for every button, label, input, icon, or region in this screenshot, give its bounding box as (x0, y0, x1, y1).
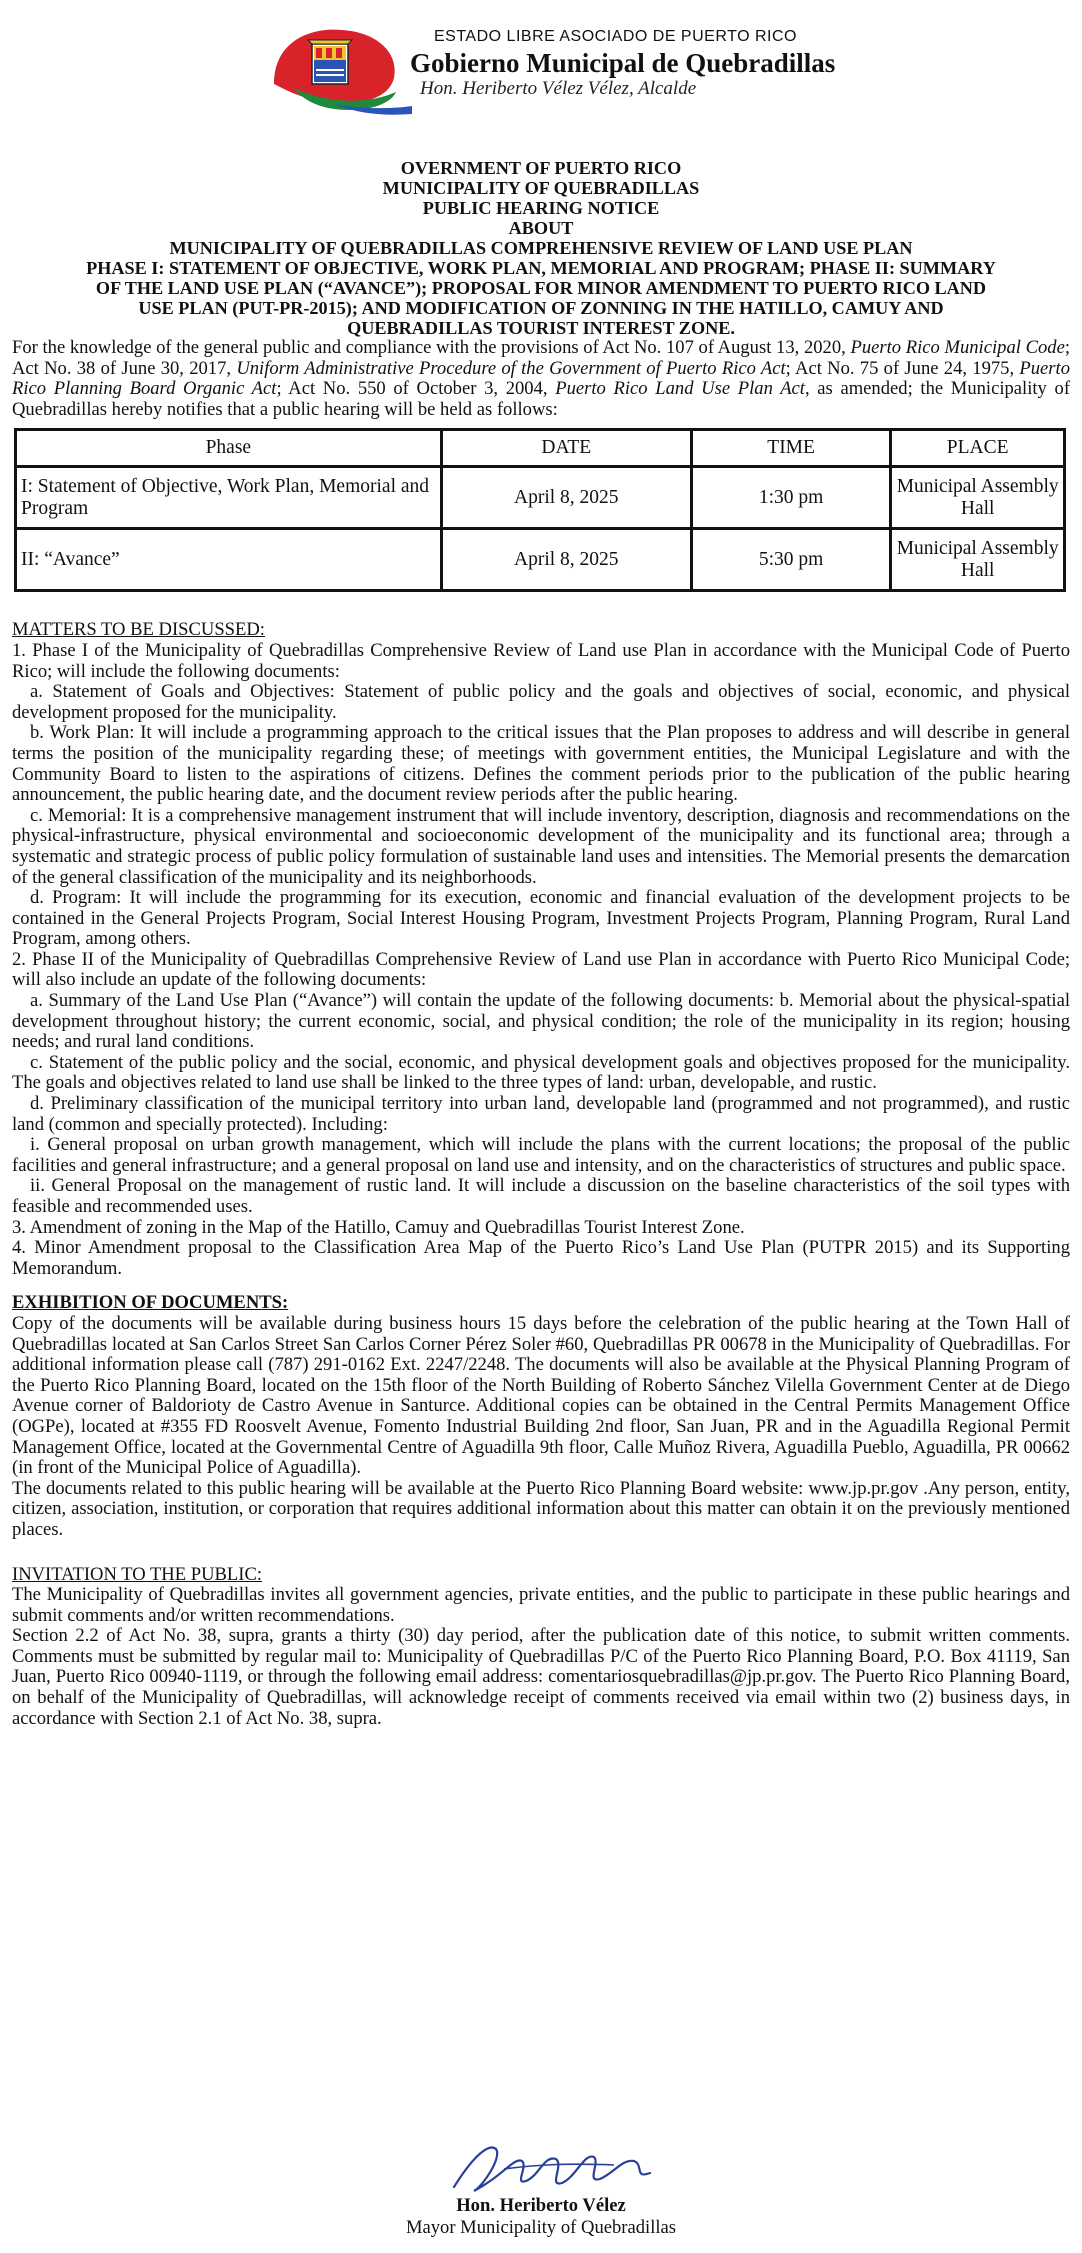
title-line: MUNICIPALITY OF QUEBRADILLAS (382, 178, 700, 198)
signatory-title: Mayor Municipality of Quebradillas (405, 2217, 677, 2238)
invitation-heading: INVITATION TO THE PUBLIC: (12, 1563, 263, 1585)
letterhead (12, 0, 1070, 118)
header-date: DATE (441, 430, 691, 467)
header-place: PLACE (891, 430, 1065, 467)
list-item: b. Work Plan: It will include a programming approach to the critical issues that the Plan proposes to address and will describe in general terms the position of the municipality regarding these; of meetings with government entities, the Municipal Legislature and with the Community Board to listen to the aspirations of citizens. Defines the comment periods prior to the publication of the public hearing announcement, the public hearing date, and the document review periods after the public hearing. (12, 722, 1070, 806)
title-line: MUNICIPALITY OF QUEBRADILLAS COMPREHENSIVE REVIEW OF LAND USE PLAN (169, 238, 913, 258)
list-item: c. Memorial: It is a comprehensive management instrument that will include inventory, description, diagnosis and recommendations on the physical-infrastructure, physical environmental and socioeconomic development of the municipality and its functional area; through a systematic and strategic process of public policy formulation of sustainable land uses and intensities. The Memorial presents the demarcation of the general classification of the municipality and its neighborhoods. (12, 804, 1070, 888)
intro-paragraph: For the knowledge of the general public and compliance with the provisions of Act No. 107 of August 13, 2020, Puerto Rico Municipal Code; Act No. 38 of June 30, 2017, Uniform Administrative Procedure of the Government of Puerto Rico Act; Act No. 75 of June 24, 1975, Puerto Rico Planning Board Organic Act; Act No. 550 of October 3, 2004, Puerto Rico Land Use Plan Act, as amended; the Municipality of Quebradillas hereby notifies that a public hearing will be held as follows: (12, 337, 1071, 420)
handwritten-signature-icon (444, 2135, 664, 2197)
title-line: USE PLAN (PUT-PR-2015); AND MODIFICATION OF ZONNING IN THE HATILLO, CAMUY AND (138, 298, 944, 318)
list-item: d. Preliminary classification of the municipal territory into urban land, developable land (programmed and not programmed), and rustic land (common and specially protected). Including: (12, 1093, 1070, 1135)
mayor-line: Hon. Heriberto Vélez Vélez, Alcalde (420, 78, 697, 99)
signature-block (12, 2135, 1070, 2245)
title-line: OVERNMENT OF PUERTO RICO (400, 158, 682, 178)
exhibition-heading: EXHIBITION OF DOCUMENTS: (12, 1292, 289, 1314)
signatory-name: Hon. Heriberto Vélez (456, 2195, 626, 2216)
letterhead-text (410, 28, 850, 100)
municipal-logo-icon (264, 22, 414, 117)
table-header-row (16, 430, 1065, 467)
list-item: i. General proposal on urban growth management, which will include the plans with the current locations; the proposal of the public facilities and general infrastructure; and a general proposal on land use and intensity, and on the characteristics of structures and public space. (12, 1134, 1070, 1176)
row-place: Municipal Assembly Hall (891, 529, 1065, 591)
row-time: 1:30 pm (691, 467, 890, 529)
list-item: a. Statement of Goals and Objectives: Statement of public policy and the goals and objectives of social, economic, and physical development proposed for the municipality. (12, 681, 1070, 723)
government-name: Gobierno Municipal de Quebradillas (410, 48, 836, 78)
table-row (16, 467, 1065, 529)
row-phase: I: Statement of Objective, Work Plan, Memorial and Program (16, 467, 442, 529)
list-item: 4. Minor Amendment proposal to the Classification Area Map of the Puerto Rico’s Land Use Plan (PUTPR 2015) and its Supporting Memorandum. (12, 1237, 1070, 1279)
schedule-table (14, 428, 1066, 592)
exhibition-paragraph: Copy of the documents will be available during business hours 15 days before the celebration of the public hearing at the Town Hall of Quebradillas located at San Carlos Street San Carlos Corner Pérez Soler #60, Quebradillas PR 00678 in the Municipality of Quebradillas. For additional information please call (787) 291-0162 Ext. 2247/2248. The documents will also be available at the Physical Planning Program of the Puerto Rico Planning Board, located on the 15th floor of the North Building of Roberto Sánchez Vilella Government Center at de Diego Avenue corner of Baldorioty de Castro Avenue in Santurce. Additional copies can be obtained in the Central Permits Management Office (OGPe), located at #355 FD Roosvelt Avenue, Fomento Industrial Building 2nd floor, San Juan, PR and in the Aguadilla Regional Permit Management Office, located at the Governmental Centre of Aguadilla 9th floor, Calle Muñoz Rivera, Aguadilla Pueblo, Aguadilla, PR 00662 (in front of the Municipal Police of Aguadilla). (12, 1312, 1070, 1479)
row-phase: II: “Avance” (16, 529, 442, 591)
matters-heading: MATTERS TO BE DISCUSSED: (12, 619, 265, 641)
invitation-paragraph: Section 2.2 of Act No. 38, supra, grants a thirty (30) day period, after the publication date of this notice, to submit written comments. Comments must be submitted by regular mail to: Municipality of Quebradillas P/C of the Puerto Rico Planning Board, P.O. Box 41119, San Juan, Puerto Rico 00940-1119, or through the following email address: comentariosquebradillas@jp.pr.gov. The Puerto Rico Planning Board, on behalf of the Municipality of Quebradillas, will acknowledge receipt of comments received via email within two (2) business days, in accordance with Section 2.1 of Act No. 38, supra. (12, 1625, 1070, 1729)
notice-page (12, 0, 1071, 2238)
list-item: 1. Phase I of the Municipality of Quebradillas Comprehensive Review of Land use Plan in accordance with the Municipal Code of Puerto Rico; will include the following documents: (12, 639, 1070, 682)
row-time: 5:30 pm (691, 529, 890, 591)
title-line: ABOUT (508, 218, 574, 238)
list-item: a. Summary of the Land Use Plan (“Avance”) will contain the update of the following documents: b. Memorial about the physical-spatial development throughout history; the current economic, social, and physical condition; the role of the municipality in its region; housing needs; and rural land conditions. (12, 990, 1070, 1053)
title-line: OF THE LAND USE PLAN (“AVANCE”); PROPOSAL FOR MINOR AMENDMENT TO PUERTO RICO LAND (95, 278, 987, 298)
list-item: 2. Phase II of the Municipality of Quebradillas Comprehensive Review of Land use Plan in accordance with Puerto Rico Municipal Code; will also include an update of the following documents: (12, 948, 1070, 991)
table-row (16, 529, 1065, 591)
list-item: d. Program: It will include the programming for its execution, economic and financial evaluation of the development projects to be contained in the General Projects Program, Social Interest Housing Program, Investment Projects Program, Planning Program, Rural Land Program, among others. (12, 887, 1070, 950)
row-date: April 8, 2025 (441, 467, 691, 529)
list-item: ii. General Proposal on the management of rustic land. It will include a discussion on the baseline characteristics of the soil types with feasible and recommended uses. (12, 1175, 1070, 1217)
title-line: PHASE I: STATEMENT OF OBJECTIVE, WORK PLAN, MEMORIAL AND PROGRAM; PHASE II: SUMMARY (86, 258, 996, 278)
list-item: 3. Amendment of zoning in the Map of the Hatillo, Camuy and Quebradillas Tourist Interest Zone. (12, 1216, 745, 1238)
list-item: c. Statement of the public policy and the social, economic, and physical development goals and objectives proposed for the municipality. The goals and objectives related to land use shall be linked to the three types of land: urban, developable, and rustic. (12, 1051, 1070, 1094)
notice-title (12, 158, 1070, 338)
header-phase: Phase (16, 430, 442, 467)
header-time: TIME (691, 430, 890, 467)
state-name: ESTADO LIBRE ASOCIADO DE PUERTO RICO (434, 28, 797, 45)
title-line: PUBLIC HEARING NOTICE (422, 198, 660, 218)
title-line: QUEBRADILLAS TOURIST INTEREST ZONE. (347, 318, 735, 338)
row-place: Municipal Assembly Hall (891, 467, 1065, 529)
row-date: April 8, 2025 (441, 529, 691, 591)
invitation-paragraph: The Municipality of Quebradillas invites all government agencies, private entities, and the public to participate in these public hearings and submit comments and/or written recommendations. (12, 1584, 1070, 1626)
exhibition-paragraph: The documents related to this public hearing will be available at the Puerto Rico Planning Board website: www.jp.pr.gov .Any person, entity, citizen, association, institution, or corporation that requires additional information about this matter can obtain it on the previously mentioned places. (12, 1477, 1070, 1540)
matters-list (12, 641, 1070, 1279)
